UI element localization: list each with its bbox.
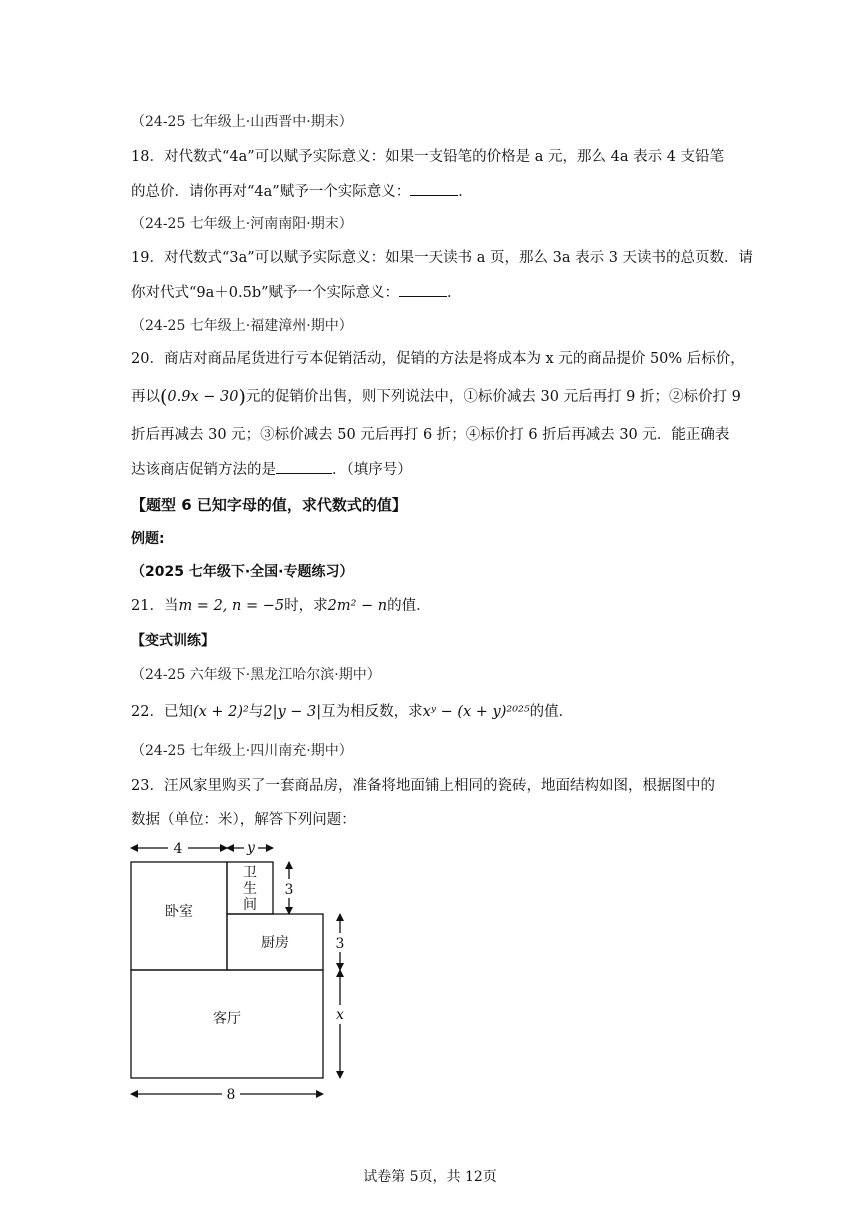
label-x: x <box>336 1007 344 1023</box>
label-8: 8 <box>226 1087 236 1103</box>
q19-line2-text: 你对代式“9a＋0.5b”赋予一个实际意义： <box>131 285 400 301</box>
q22-suffix: 的值． <box>529 704 574 720</box>
page-footer: 试卷第 5页，共 12页 <box>363 1169 497 1185</box>
q22-expr1: (x + 2)² <box>192 704 249 720</box>
q18-line2-text: 的总价．请你再对“4a”赋予一个实际意义： <box>131 184 411 200</box>
q20-line3: 折后再减去 30 元；③标价减去 50 元后再打 6 折；④标价打 6 折后再减去 30 元．能正确表 <box>131 427 730 443</box>
q18-source: （24-25 七年级上·山西晋中·期末） <box>131 114 353 130</box>
room-living: 客厅 <box>213 1011 241 1027</box>
q18-end: ． <box>458 184 473 200</box>
q22-mid2: 互为相反数，求 <box>321 704 423 720</box>
q22-prefix: 22．已知 <box>131 704 193 720</box>
q22-expr2: 2|y − 3| <box>263 704 322 720</box>
example-source: （2025 七年级下·全国·专题练习） <box>131 564 354 580</box>
label-4: 4 <box>173 841 183 857</box>
variant-label: 【变式训练】 <box>131 633 215 649</box>
q20-line1: 20．商店对商品尾货进行亏本促销活动，促销的方法是将成本为 x 元的商品提价 50% 后标价， <box>131 351 745 367</box>
q20-source: （24-25 七年级上·福建漳州·期中） <box>131 318 353 334</box>
q19-end: ． <box>447 285 462 301</box>
example-label: 例题: <box>131 531 165 547</box>
q20-line2b: 元的促销价出售，则下列说法中，①标价减去 30 元后再打 9 折；②标价打 9 <box>245 389 741 405</box>
label-3b: 3 <box>335 936 345 952</box>
q19-source: （24-25 七年级上·河南南阳·期末） <box>131 216 353 232</box>
type6-heading: 【题型 6 已知字母的值，求代数式的值】 <box>131 496 407 514</box>
q20-line4b: ．（填序号） <box>332 462 412 478</box>
label-3a: 3 <box>284 882 294 898</box>
q20-paren-open: ( <box>160 386 168 408</box>
q21-mid: 时，求 <box>284 598 328 614</box>
room-bath-1: 卫 <box>243 865 257 881</box>
q21-expr: 2m² − n <box>327 598 388 614</box>
q21-suffix: 的值． <box>387 598 431 614</box>
q20-line2a: 再以 <box>131 389 160 405</box>
q23-line2: 数据（单位：米），解答下列问题： <box>131 812 356 828</box>
room-kitchen: 厨房 <box>261 935 289 951</box>
q18-line1: 18．对代数式“4a”可以赋予实际意义：如果一支铅笔的价格是 a 元，那么 4a 表示 4 支铅笔 <box>131 149 725 165</box>
room-bedroom: 卧室 <box>165 904 193 920</box>
q22-source: （24-25 六年级下·黑龙江哈尔滨·期中） <box>131 667 381 683</box>
q23-line1: 23．汪风家里购买了一套商品房，准备将地面铺上相同的瓷砖，地面结构如图，根据图中的 <box>131 778 715 794</box>
label-y: y <box>247 840 255 856</box>
q23-source: （24-25 七年级上·四川南充·期中） <box>131 743 353 759</box>
q22-expr3: xʸ − (x + y)²⁰²⁵ <box>422 704 530 720</box>
q19-line1: 19．对代数式“3a”可以赋予实际意义：如果一天读书 a 页，那么 3a 表示 3 天读书的总页数．请 <box>131 250 754 266</box>
q20-expr: 0.9x − 30 <box>167 389 239 405</box>
q21-prefix: 21．当 <box>131 598 179 614</box>
q22-mid1: 与 <box>248 704 264 720</box>
q20-line4a: 达该商店促销方法的是 <box>131 462 276 478</box>
room-bath-2: 生 <box>243 881 257 897</box>
q21-cond: m = 2, n = −5 <box>178 598 285 614</box>
q20-paren-close: ) <box>238 386 246 408</box>
room-bath-3: 间 <box>243 897 257 913</box>
